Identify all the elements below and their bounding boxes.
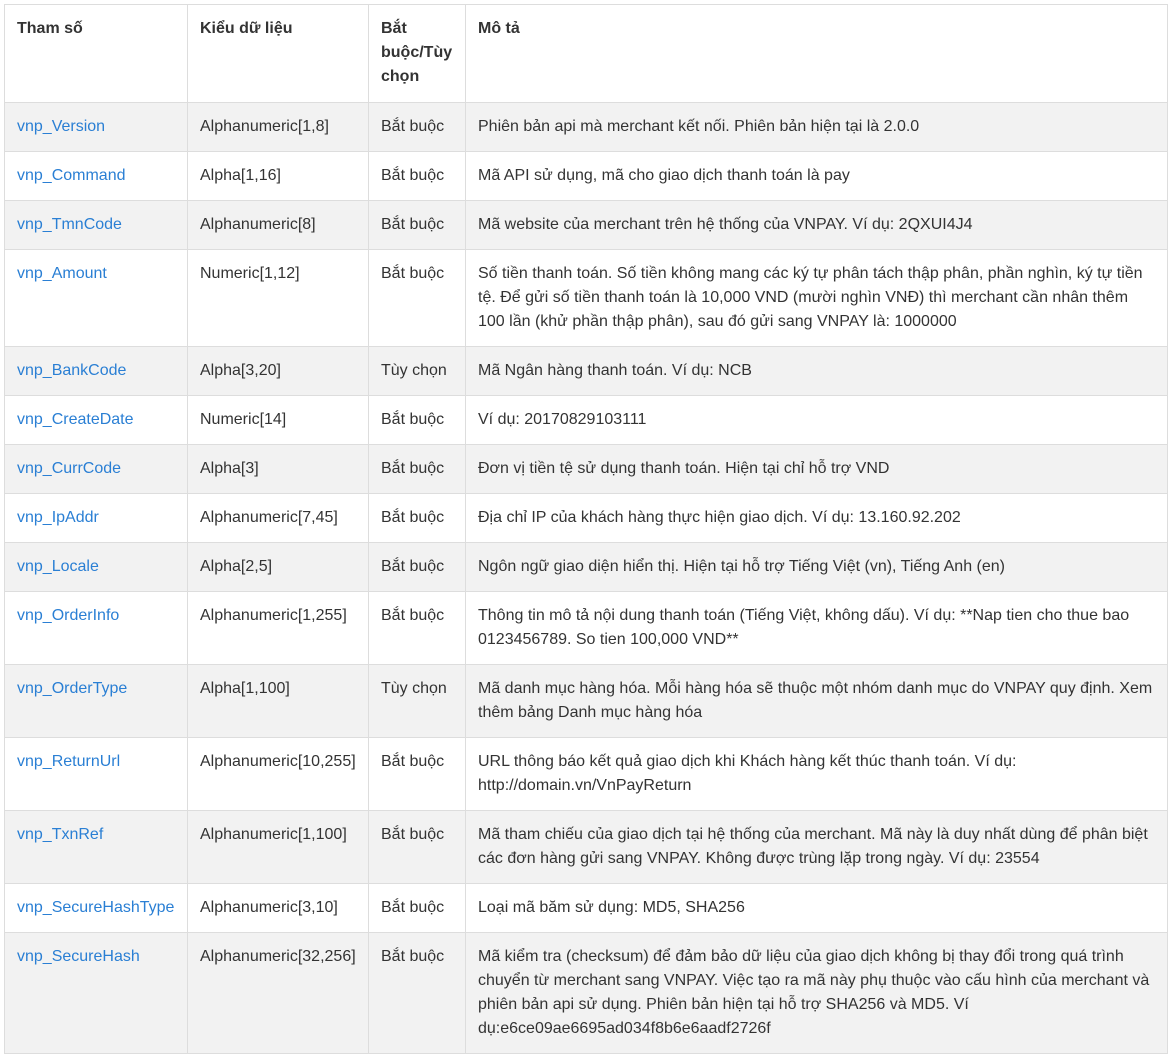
required-cell: Bắt buộc xyxy=(369,152,466,201)
table-row xyxy=(5,445,1168,494)
param-link[interactable]: vnp_TmnCode xyxy=(17,216,122,233)
param-link[interactable]: vnp_Command xyxy=(17,167,126,184)
param-cell xyxy=(5,592,188,665)
type-cell: Alphanumeric[1,255] xyxy=(188,592,369,665)
param-link[interactable]: vnp_CurrCode xyxy=(17,460,122,477)
table-header xyxy=(5,5,1168,103)
table-row xyxy=(5,884,1168,933)
param-cell xyxy=(5,445,188,494)
param-link[interactable]: vnp_OrderType xyxy=(17,680,128,697)
param-cell xyxy=(5,494,188,543)
header-type: Kiểu dữ liệu xyxy=(188,5,369,103)
table-body xyxy=(5,103,1168,1054)
table-row xyxy=(5,592,1168,665)
param-link[interactable]: vnp_Locale xyxy=(17,558,99,575)
header-description: Mô tả xyxy=(466,5,1168,103)
description-cell: Phiên bản api mà merchant kết nối. Phiên bản hiện tại là 2.0.0 xyxy=(466,103,1168,152)
description-cell: Mã API sử dụng, mã cho giao dịch thanh toán là pay xyxy=(466,152,1168,201)
required-cell: Bắt buộc xyxy=(369,201,466,250)
param-cell xyxy=(5,933,188,1054)
description-cell: Mã tham chiếu của giao dịch tại hệ thống của merchant. Mã này là duy nhất dùng để phân biệt các đơn hàng gửi sang VNPAY. Không được trùng lặp trong ngày. Ví dụ: 23554 xyxy=(466,811,1168,884)
description-cell: Mã kiểm tra (checksum) để đảm bảo dữ liệu của giao dịch không bị thay đổi trong quá trình chuyển từ merchant sang VNPAY. Việc tạo ra mã này phụ thuộc vào cấu hình của merchant và phiên bản api sử dụng. Phiên bản hiện tại hỗ trợ SHA256 và MD5. Ví dụ:e6ce09ae6695ad034f8b6e6aadf2726f xyxy=(466,933,1168,1054)
required-cell: Bắt buộc xyxy=(369,494,466,543)
type-cell: Alphanumeric[32,256] xyxy=(188,933,369,1054)
param-cell xyxy=(5,884,188,933)
type-cell: Alphanumeric[1,8] xyxy=(188,103,369,152)
table-row xyxy=(5,396,1168,445)
type-cell: Alphanumeric[10,255] xyxy=(188,738,369,811)
table-row xyxy=(5,933,1168,1054)
table-row xyxy=(5,201,1168,250)
required-cell: Bắt buộc xyxy=(369,811,466,884)
required-cell: Tùy chọn xyxy=(369,665,466,738)
type-cell: Alpha[2,5] xyxy=(188,543,369,592)
param-link[interactable]: vnp_IpAddr xyxy=(17,509,99,526)
description-cell: Số tiền thanh toán. Số tiền không mang các ký tự phân tách thập phân, phần nghìn, ký tự tiền tệ. Để gửi số tiền thanh toán là 10,000 VND (mười nghìn VNĐ) thì merchant cần nhân thêm 100 lần (khử phần thập phân), sau đó gửi sang VNPAY là: 1000000 xyxy=(466,250,1168,347)
required-cell: Bắt buộc xyxy=(369,933,466,1054)
required-cell: Bắt buộc xyxy=(369,445,466,494)
type-cell: Alpha[1,16] xyxy=(188,152,369,201)
table-row xyxy=(5,103,1168,152)
type-cell: Alpha[3,20] xyxy=(188,347,369,396)
description-cell: Địa chỉ IP của khách hàng thực hiện giao dịch. Ví dụ: 13.160.92.202 xyxy=(466,494,1168,543)
description-cell: URL thông báo kết quả giao dịch khi Khách hàng kết thúc thanh toán. Ví dụ: http://domain.vn/VnPayReturn xyxy=(466,738,1168,811)
type-cell: Alphanumeric[1,100] xyxy=(188,811,369,884)
description-cell: Loại mã băm sử dụng: MD5, SHA256 xyxy=(466,884,1168,933)
type-cell: Alpha[3] xyxy=(188,445,369,494)
param-link[interactable]: vnp_Amount xyxy=(17,265,107,282)
description-cell: Mã danh mục hàng hóa. Mỗi hàng hóa sẽ thuộc một nhóm danh mục do VNPAY quy định. Xem thêm bảng Danh mục hàng hóa xyxy=(466,665,1168,738)
required-cell: Bắt buộc xyxy=(369,884,466,933)
param-link[interactable]: vnp_TxnRef xyxy=(17,826,104,843)
parameter-table-container xyxy=(4,4,1167,1054)
param-link[interactable]: vnp_SecureHashType xyxy=(17,899,175,916)
param-link[interactable]: vnp_SecureHash xyxy=(17,948,140,965)
param-cell xyxy=(5,811,188,884)
required-cell: Bắt buộc xyxy=(369,250,466,347)
description-cell: Thông tin mô tả nội dung thanh toán (Tiếng Việt, không dấu). Ví dụ: **Nap tien cho thue bao 0123456789. So tien 100,000 VND** xyxy=(466,592,1168,665)
type-cell: Alpha[1,100] xyxy=(188,665,369,738)
type-cell: Alphanumeric[8] xyxy=(188,201,369,250)
required-cell: Bắt buộc xyxy=(369,592,466,665)
param-cell xyxy=(5,347,188,396)
required-cell: Bắt buộc xyxy=(369,103,466,152)
required-cell: Bắt buộc xyxy=(369,738,466,811)
param-link[interactable]: vnp_CreateDate xyxy=(17,411,134,428)
param-cell xyxy=(5,152,188,201)
type-cell: Alphanumeric[3,10] xyxy=(188,884,369,933)
param-cell xyxy=(5,738,188,811)
param-link[interactable]: vnp_OrderInfo xyxy=(17,607,120,624)
required-cell: Bắt buộc xyxy=(369,396,466,445)
required-cell: Tùy chọn xyxy=(369,347,466,396)
parameter-table xyxy=(4,4,1168,1054)
param-cell xyxy=(5,665,188,738)
table-row xyxy=(5,152,1168,201)
param-cell xyxy=(5,396,188,445)
required-cell: Bắt buộc xyxy=(369,543,466,592)
header-required: Bắt buộc/Tùy chọn xyxy=(369,5,466,103)
table-row xyxy=(5,250,1168,347)
table-row xyxy=(5,738,1168,811)
table-row xyxy=(5,543,1168,592)
table-row xyxy=(5,665,1168,738)
description-cell: Mã Ngân hàng thanh toán. Ví dụ: NCB xyxy=(466,347,1168,396)
description-cell: Ví dụ: 20170829103111 xyxy=(466,396,1168,445)
table-row xyxy=(5,494,1168,543)
type-cell: Numeric[1,12] xyxy=(188,250,369,347)
type-cell: Alphanumeric[7,45] xyxy=(188,494,369,543)
param-cell xyxy=(5,543,188,592)
description-cell: Ngôn ngữ giao diện hiển thị. Hiện tại hỗ trợ Tiếng Việt (vn), Tiếng Anh (en) xyxy=(466,543,1168,592)
param-cell xyxy=(5,201,188,250)
header-param: Tham số xyxy=(5,5,188,103)
table-row xyxy=(5,811,1168,884)
param-link[interactable]: vnp_BankCode xyxy=(17,362,127,379)
table-row xyxy=(5,347,1168,396)
param-link[interactable]: vnp_Version xyxy=(17,118,106,135)
type-cell: Numeric[14] xyxy=(188,396,369,445)
param-cell xyxy=(5,250,188,347)
header-row xyxy=(5,5,1168,103)
param-cell xyxy=(5,103,188,152)
description-cell: Đơn vị tiền tệ sử dụng thanh toán. Hiện tại chỉ hỗ trợ VND xyxy=(466,445,1168,494)
param-link[interactable]: vnp_ReturnUrl xyxy=(17,753,121,770)
description-cell: Mã website của merchant trên hệ thống của VNPAY. Ví dụ: 2QXUI4J4 xyxy=(466,201,1168,250)
